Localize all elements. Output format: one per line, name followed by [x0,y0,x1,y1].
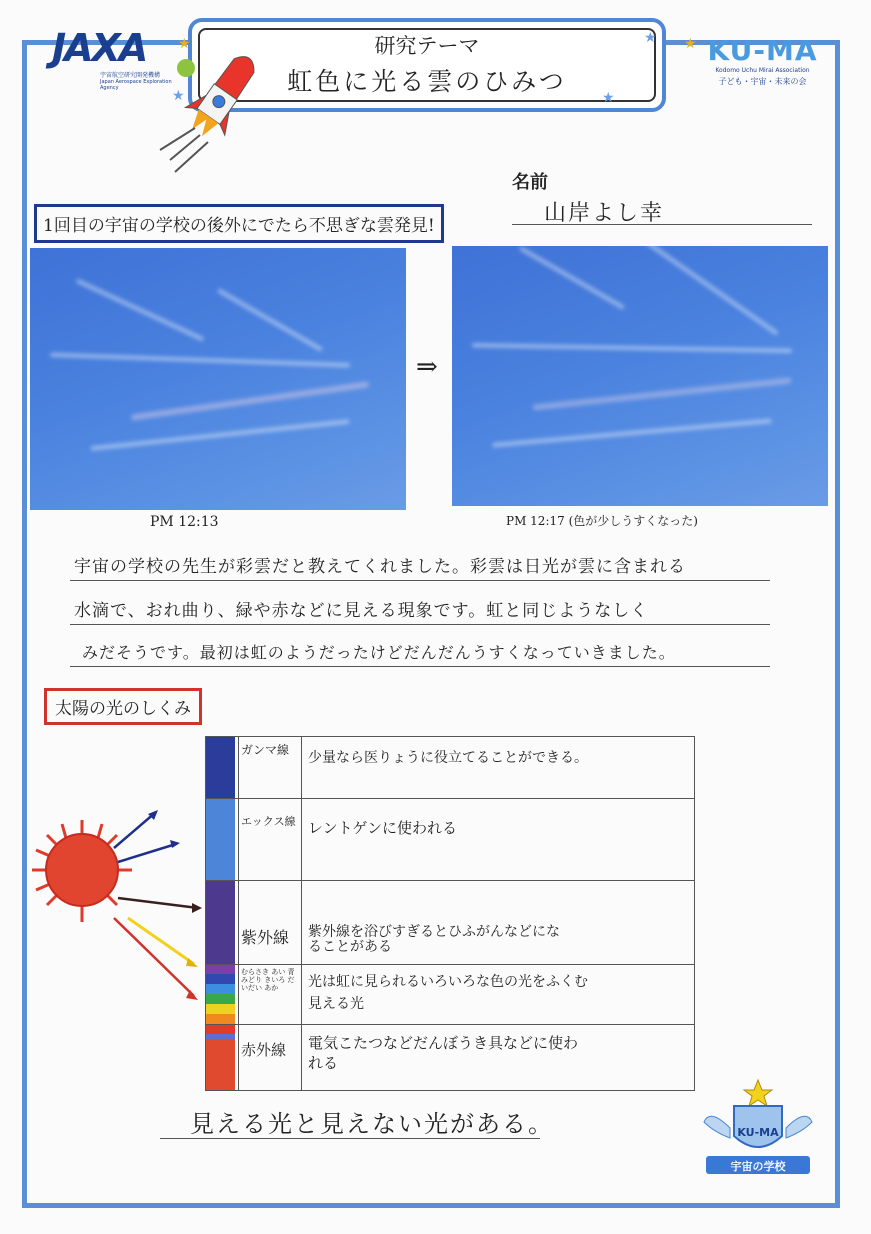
star-icon: ★ [172,88,185,104]
section2-heading: 太陽の光のしくみ [44,688,202,725]
conclusion-text: 見える光と見えない光がある。 [190,1110,554,1138]
paragraph-rule [70,666,770,667]
jaxa-sub-en: Japan Aerospace Exploration Agency [100,79,172,91]
paragraph-line-1: 宇宙の学校の先生が彩雲だと教えてくれました。彩雲は日光が雲に含まれる [74,557,686,577]
row-name-visible: むらさき あい 青 みどり きいろ だいだい あか [239,965,302,1025]
conclusion-underline [160,1138,540,1139]
kuma-logo [700,34,825,94]
row-desc-ir: 電気こたつなどだんぼうき具などに使わ れる [302,1025,695,1091]
rocket-drawing [150,40,265,180]
star-icon: ★ [684,36,697,52]
row-name-ir: 赤外線 [239,1025,302,1091]
table-row [206,737,695,799]
kuma-sub-jp: 子ども・宇宙・未来の会 [718,77,807,86]
paragraph-rule [70,580,770,581]
row-name-xray: エックス線 [239,799,302,881]
name-label: 名前 [512,172,548,193]
theme-label: 研究テーマ [374,34,480,58]
table-row [206,799,695,881]
section1-heading: 1回目の宇宙の学校の後外にでたら不思ぎな雲発見! [34,204,444,243]
table-row [206,881,695,965]
row-name-uv: 紫外線 [239,881,302,965]
row-desc-visible: 光は虹に見られるいろいろな色の光をふくむ 見える光 [302,965,695,1025]
paragraph-line-2: 水滴で、おれ曲り、緑や赤などに見える現象です。虹と同じようなしく [74,601,649,621]
table-row [206,1025,695,1091]
light-spectrum-table [205,736,695,1091]
sky-photo-2 [452,246,828,506]
star-icon: ★ [602,90,615,106]
emblem-banner: 宇宙の学校 [730,1160,786,1173]
jaxa-logo-text: JAXA [52,26,147,70]
row-desc-uv: 紫外線を浴びすぎるとひふがんなどにな ることがある [302,881,695,965]
row-name-gamma: ガンマ線 [239,737,302,799]
star-icon: ★ [178,36,191,52]
paragraph-line-3: みだそうです。最初は虹のようだったけどだんだんうすくなっていきました。 [82,643,676,662]
kuma-sub-en: Kodomo Uchu Mirai Association [715,67,810,74]
sun-drawing [22,800,232,1030]
arrow-symbol: ⇒ [416,352,438,382]
emblem-text: KU-MA [737,1126,779,1139]
photo2-caption: PM 12:17 (色が少しうすくなった) [506,514,698,528]
paragraph-rule [70,624,770,625]
row-desc-gamma: 少量なら医りょうに役立てることができる。 [302,737,695,799]
name-underline [512,224,812,225]
jaxa-sub-jp: 宇宙航空研究開発機構 [100,72,161,79]
kuma-logo-text: KU-MA [707,34,818,67]
theme-title: 虹色に光る雲のひみつ [287,67,567,96]
row-desc-xray: レントゲンに使われる [302,799,695,881]
sky-photo-1 [30,248,406,510]
photo1-caption: PM 12:13 [150,514,219,530]
star-icon: ★ [644,30,657,46]
table-row [206,965,695,1025]
name-value: 山岸よし幸 [544,201,665,226]
